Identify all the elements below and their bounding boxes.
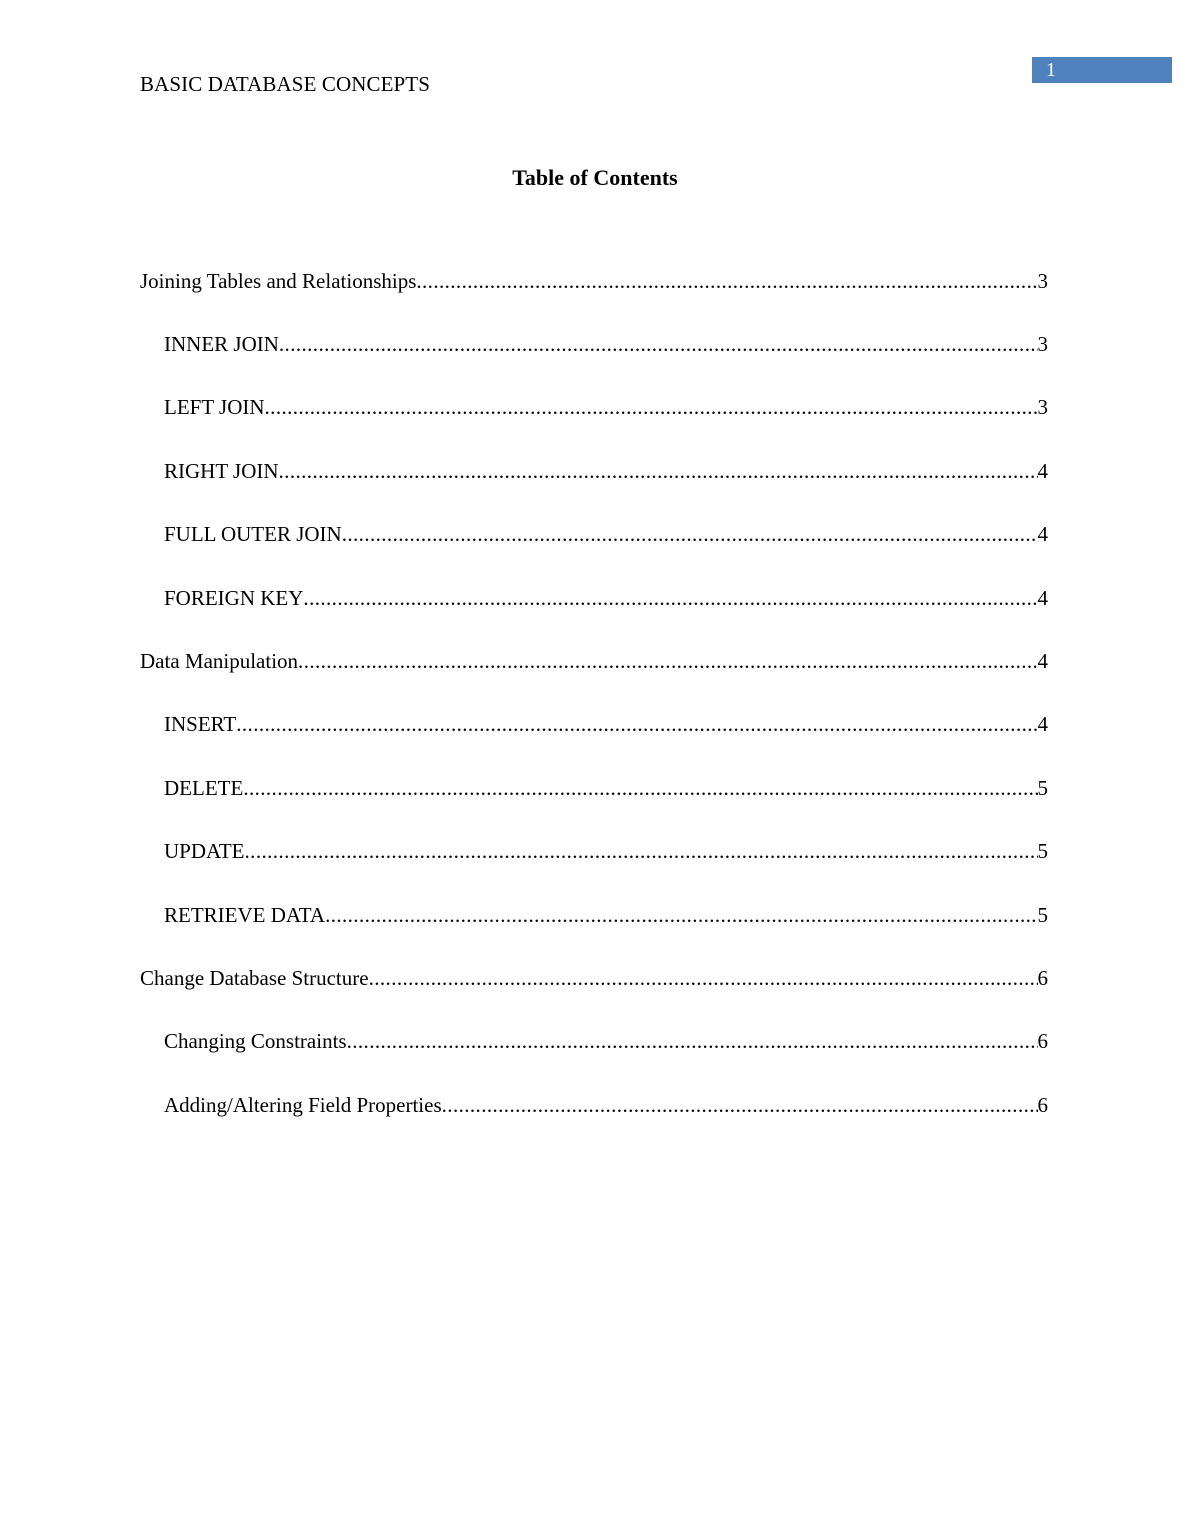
toc-entry-label: RIGHT JOIN bbox=[164, 459, 279, 483]
dot-leader bbox=[369, 965, 1038, 991]
toc-entry-insert[interactable] bbox=[164, 709, 1048, 737]
toc-entry-page: 3 bbox=[1037, 395, 1048, 419]
toc-entry-page: 4 bbox=[1037, 522, 1048, 546]
toc-entry-left-join[interactable] bbox=[164, 392, 1048, 420]
dot-leader bbox=[442, 1092, 1038, 1118]
dot-leader bbox=[243, 775, 1037, 801]
toc-entry-page: 6 bbox=[1037, 1093, 1048, 1117]
toc-entry-right-join[interactable] bbox=[164, 456, 1048, 484]
toc-entry-joining-tables[interactable] bbox=[140, 266, 1048, 294]
toc-entry-label: LEFT JOIN bbox=[164, 395, 265, 419]
toc-title: Table of Contents bbox=[512, 165, 678, 190]
toc-entry-change-database-structure[interactable] bbox=[140, 963, 1048, 991]
toc-entry-label: UPDATE bbox=[164, 839, 245, 863]
toc-entry-full-outer-join[interactable] bbox=[164, 519, 1048, 547]
toc-entry-label: RETRIEVE DATA bbox=[164, 903, 326, 927]
toc-entry-label: INSERT bbox=[164, 712, 237, 736]
toc-entry-page: 4 bbox=[1037, 649, 1048, 673]
toc-entry-label: Data Manipulation bbox=[140, 649, 299, 673]
toc-entry-inner-join[interactable] bbox=[164, 329, 1048, 357]
toc-entry-label: FOREIGN KEY bbox=[164, 586, 304, 610]
toc-entry-delete[interactable] bbox=[164, 773, 1048, 801]
toc-entry-label: Changing Constraints bbox=[164, 1029, 347, 1053]
toc-entry-page: 5 bbox=[1037, 839, 1048, 863]
running-head: BASIC DATABASE CONCEPTS bbox=[140, 72, 431, 96]
dot-leader bbox=[303, 585, 1037, 611]
toc-entry-label: FULL OUTER JOIN bbox=[164, 522, 342, 546]
dot-leader bbox=[265, 394, 1038, 420]
toc-entry-foreign-key[interactable] bbox=[164, 583, 1048, 611]
toc-entry-page: 5 bbox=[1037, 776, 1048, 800]
toc-entry-changing-constraints[interactable] bbox=[164, 1026, 1048, 1054]
dot-leader bbox=[279, 458, 1038, 484]
toc-entry-page: 6 bbox=[1037, 1029, 1048, 1053]
toc-entry-adding-altering-field-properties[interactable] bbox=[164, 1090, 1048, 1118]
dot-leader bbox=[325, 902, 1037, 928]
dot-leader bbox=[416, 268, 1037, 294]
toc-entry-label: DELETE bbox=[164, 776, 244, 800]
toc-entry-page: 4 bbox=[1037, 712, 1048, 736]
toc-entry-retrieve-data[interactable] bbox=[164, 900, 1048, 928]
dot-leader bbox=[347, 1028, 1038, 1054]
dot-leader bbox=[279, 331, 1038, 357]
toc-entry-label: INNER JOIN bbox=[164, 332, 279, 356]
toc-entry-page: 3 bbox=[1037, 332, 1048, 356]
toc-entry-update[interactable] bbox=[164, 836, 1048, 864]
dot-leader bbox=[236, 711, 1037, 737]
page-number: 1 bbox=[1046, 59, 1056, 81]
dot-leader bbox=[342, 521, 1038, 547]
dot-leader bbox=[298, 648, 1037, 674]
toc-entry-label: Change Database Structure bbox=[140, 966, 369, 990]
toc-entry-page: 3 bbox=[1037, 269, 1048, 293]
dot-leader bbox=[245, 838, 1038, 864]
toc-entry-page: 6 bbox=[1037, 966, 1048, 990]
toc-entry-page: 4 bbox=[1037, 586, 1048, 610]
toc-entry-label: Adding/Altering Field Properties bbox=[164, 1093, 442, 1117]
toc-entry-label: Joining Tables and Relationships bbox=[140, 269, 417, 293]
toc-entry-page: 4 bbox=[1037, 459, 1048, 483]
toc-entry-page: 5 bbox=[1037, 903, 1048, 927]
toc-entry-data-manipulation[interactable] bbox=[140, 646, 1048, 674]
